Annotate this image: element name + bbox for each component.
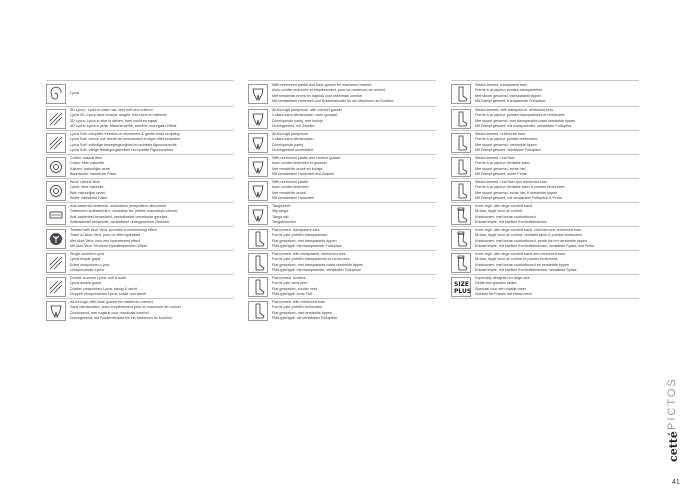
- description-line: Knee-high, with large comfort band: [475, 203, 533, 208]
- picto-description: [475, 132, 541, 154]
- description-line: Met versterkte broek en rugstuk voor maximaal comfort: [272, 93, 363, 98]
- description-line: All-through pantyhose, with comfort gusset: [272, 107, 342, 112]
- picto-description: [475, 156, 530, 178]
- description-line: Mit Dampf geformt, verstärkte Fußspitze: [475, 147, 541, 152]
- picto-row: [451, 202, 639, 226]
- steam-toe-icon: [451, 84, 471, 104]
- aloe-vera-icon: [46, 229, 66, 249]
- description-line: Formé à la vapeur, pointes transparentes: [475, 88, 543, 93]
- description-line: Wol: natuurlijke vezel: [70, 190, 105, 195]
- picto-description: [70, 228, 157, 250]
- description-line: Doppelt umsponnenes Lycra: solide und weich: [70, 291, 147, 296]
- picto-row: [46, 130, 234, 154]
- size-plus-icon: [451, 277, 471, 297]
- picto-row: [248, 154, 436, 178]
- picto-description: [272, 228, 342, 250]
- tanga-icon: [248, 205, 268, 225]
- description-line: Treated with Aloe Vera, provides a moisturizing effect: [70, 227, 157, 232]
- page-number: 41: [672, 479, 680, 486]
- description-line: Avec culotte renforcée et empiècement, pour un maximum de confort: [272, 88, 385, 93]
- toe-reinforced-icon: [248, 253, 268, 273]
- description-line: Platt gebügelt, mit verstärkter Fußspitze: [272, 315, 338, 320]
- picto-description: [272, 204, 296, 226]
- column-middle: [248, 80, 436, 322]
- picto-description: [475, 204, 547, 226]
- brand-logo: cetté: [667, 431, 680, 462]
- description-line: Tangahöschen: [272, 219, 296, 224]
- description-line: Plat gestreken, zonder voet: [272, 286, 317, 291]
- picto-row: [451, 250, 639, 274]
- description-line: Avec culotte renforcée: [272, 185, 309, 190]
- picto-description: [70, 156, 117, 178]
- picto-description: [475, 228, 594, 250]
- picto-description: [70, 180, 108, 202]
- description-line: Mi-bas, large bord de confort: [475, 209, 523, 214]
- picto-row: [451, 298, 639, 322]
- panty-reinforced-icon: [248, 181, 268, 201]
- cotton-icon: [46, 157, 66, 177]
- panty-gusset-icon: [46, 301, 66, 321]
- panty-icon: [248, 84, 268, 104]
- picto-row: [451, 154, 639, 178]
- picto-row: [46, 178, 234, 202]
- description-line: Flat-formed, with reinforced toes: [272, 299, 325, 304]
- picto-row: [451, 80, 639, 106]
- description-line: Kniekousen, met brede comfortboord en versterkte tippen: [475, 262, 570, 267]
- description-line: Avec culotte renforcée et gousset: [272, 161, 327, 166]
- description-line: Speciaal voor een maatje meer: [475, 286, 527, 291]
- description-line: Anti-bacterieel behandeld, neutraliseert vervelende geurtjes: [70, 214, 168, 219]
- spiral-icon: [46, 84, 66, 104]
- sanitized-icon: [46, 205, 66, 225]
- picto-description: [70, 276, 146, 298]
- description-line: Flat-formed, with transparent, reinforced toes: [272, 251, 346, 256]
- description-line: Durchgehend, mit Rückeneinsatz für ein Maximum an Komfort: [70, 315, 172, 320]
- description-line: Wool: natural fibre: [70, 179, 100, 184]
- description-line: Traité à l'Aloe Vera, pour un effet hydratant: [70, 233, 140, 238]
- picto-row: [451, 130, 639, 154]
- description-line: Durchgehend unverstärkt: [272, 147, 314, 152]
- description-line: Lycra simple guipé: [70, 257, 101, 262]
- description-line: Baumwolle: natürliche Faser: [70, 171, 117, 176]
- description-line: Dédié aux grandes tailles: [475, 281, 517, 286]
- description-line: Kniestrümpfe, mit breitem Komfortbündchen, verstärkte Spitze und Ferse: [475, 243, 595, 248]
- svg-text:PLUS: PLUS: [454, 287, 472, 295]
- description-line: Knee-high, with large comfort band, real heel and reinforced toes: [475, 227, 581, 232]
- description-line: Formé plat, pointes transparentes et renforcées: [272, 257, 350, 262]
- description-line: Collant sans démarcation: [272, 137, 314, 142]
- description-line: Lycra Soft: völlige Bewegungsfreiheit und subtile Figurkorrektur: [70, 147, 174, 152]
- picto-row: [248, 250, 436, 274]
- description-line: Doorlopende panty, met kruisje: [272, 118, 323, 123]
- picto-row: [451, 178, 639, 202]
- description-line: Lycra double-guipé: [70, 281, 102, 286]
- description-line: Plat gestreken, met transparante maar versterkte tippen: [272, 262, 364, 267]
- description-line: Steam-formed, reinforced toes: [475, 131, 525, 136]
- picto-description: [272, 108, 342, 130]
- picto-row: [46, 154, 234, 178]
- description-line: Mit Aloe Vera, für einen hydratisierenden Effekt: [70, 243, 147, 248]
- description-line: Mit verstärktem Hosenteil: [272, 195, 314, 200]
- description-line: With reinforced pantie and comfort gusset: [272, 155, 341, 160]
- picto-row: [451, 274, 639, 298]
- description-line: Met stoom gevormd, echte hiel & versterkte tippen: [475, 190, 558, 195]
- description-line: All-through pantyhose: [272, 131, 308, 136]
- description-line: Mit verstärktem Hosenteil und Zwickel: [272, 171, 335, 176]
- toe-flat-reinforced-icon: [248, 301, 268, 321]
- picto-description: [475, 252, 577, 274]
- picto-description: [70, 132, 180, 154]
- description-line: Lycra: [70, 90, 79, 95]
- picto-row: [451, 106, 639, 130]
- description-line: Slip tanga: [272, 209, 289, 214]
- description-line: Formé plat, pointes transparentes: [272, 233, 328, 238]
- picto-description: [272, 83, 393, 105]
- picto-description: [70, 91, 79, 96]
- description-line: Flat-formed, transparent toes: [272, 227, 320, 232]
- picto-description: [272, 132, 314, 154]
- description-line: Formé plat, pointes renforcées: [272, 305, 323, 310]
- description-line: Met stoom gevormd, echte hiel: [475, 166, 526, 171]
- picto-row: [248, 106, 436, 130]
- description-line: Steam-formed, with transparent, reinforced toes: [475, 107, 554, 112]
- description-line: Enkel omsponnen Lycra: [70, 262, 110, 267]
- description-line: 3D Lycra : Lycra in each row, very soft and uniform: [70, 107, 153, 112]
- picto-description: [475, 108, 575, 130]
- description-line: Coton: fibre naturelle: [70, 161, 105, 166]
- description-line: Mit verstärktem Hosenteil und Rückeneinsatz für ein Maximum an Komfort: [272, 98, 394, 103]
- panty-all-through-icon: [248, 109, 268, 129]
- description-line: Single covered Lycra: [70, 251, 105, 256]
- description-line: Formé plat, sans pied: [272, 281, 308, 286]
- description-line: Formé à la vapeur, véritable talon & pointes renforcées: [475, 185, 565, 190]
- picto-row: [46, 298, 234, 322]
- description-line: Double covered Lycra: soft & solid: [70, 275, 126, 280]
- picto-row: [248, 130, 436, 154]
- section-title: PICTOS: [666, 377, 678, 430]
- description-line: Platt gebügelt, mit transparenter, verstärkter Fußspitze: [272, 267, 361, 272]
- steam-toe-strong-icon: [451, 133, 471, 153]
- steam-toe-reinforced-icon: [451, 109, 471, 129]
- toe-transparent-icon: [248, 229, 268, 249]
- description-line: Lycra Soft: complete freedom of movement & gentle body sculpting: [70, 131, 180, 136]
- description-line: Met stoom gevormd, versterkte tippen: [475, 142, 537, 147]
- description-line: Wolle: natürliche Faser: [70, 195, 108, 200]
- description-line: Durchgehend, mit Zwickel: [272, 123, 315, 128]
- description-line: All-through, with back gusset for maximum comfort: [70, 299, 153, 304]
- description-line: Laine: fibre naturelle: [70, 185, 104, 190]
- picto-row: [46, 250, 234, 274]
- description-line: Flat-formed, footless: [272, 275, 306, 280]
- picto-row: [248, 226, 436, 250]
- description-line: 3D Lycra: Lycra in jeder Maschenreihe, weicher und egaler Effekt: [70, 123, 177, 128]
- toe-footless-icon: [248, 277, 268, 297]
- description-line: Met stoom gevormd, transparante tippen: [475, 93, 542, 98]
- description-line: Umsponnenes Lycra: [70, 267, 104, 272]
- description-line: Especially designed for large size: [475, 275, 530, 280]
- description-line: Dubbel omsponnen Lycra: stevig & zacht: [70, 286, 137, 291]
- fabric-3d-icon: [46, 109, 66, 129]
- knee-high-icon: [451, 205, 471, 225]
- picto-description: [272, 300, 337, 322]
- picto-row: [248, 178, 436, 202]
- steam-heel-toe-icon: [451, 181, 471, 201]
- description-line: 3D Lycra: Lycra in elke rij steken, heel zacht en egaal: [70, 118, 158, 123]
- picto-description: [272, 276, 317, 298]
- description-line: Tanga slip: [272, 214, 289, 219]
- description-line: With reinforced pantie: [272, 179, 308, 184]
- picto-description: [475, 180, 565, 202]
- description-line: Met versterkte broek en kruisje: [272, 166, 323, 171]
- svg-text:SIZE: SIZE: [454, 280, 470, 288]
- description-line: Plat gestreken, met versterkte tippen: [272, 310, 333, 315]
- description-line: Kniestrümpfe, mit breitem Komfortbündchen, verstärkte Spitze: [475, 267, 577, 272]
- picto-row: [248, 274, 436, 298]
- description-line: Lycra 3D: Lycra dans chaque rangée, très doux et uniforme: [70, 113, 167, 118]
- description-line: Platt gebügelt, mit transparenter Fußspitze: [272, 243, 342, 248]
- picto-row: [46, 274, 234, 298]
- column-left: [46, 80, 234, 322]
- description-line: Antibakteriell behandelt, neutralisiert unangenehme Gerüche: [70, 219, 170, 224]
- description-line: Kniekousen, met brede comfortboord, echte hiel en versterkte tippen: [475, 238, 587, 243]
- picto-row: [46, 202, 234, 226]
- panty-plain-icon: [248, 133, 268, 153]
- description-line: With reinforced pantie and back gusset for maximum comfort: [272, 82, 372, 87]
- picto-description: [70, 108, 176, 130]
- description-line: Anti-bacterial treatment, neutralises perspiration discomfort: [70, 203, 167, 208]
- picto-description: [70, 300, 181, 322]
- description-line: Doorlopende panty: [272, 142, 304, 147]
- wool-icon: [46, 181, 66, 201]
- description-line: Steam-formed, real heel: [475, 155, 515, 160]
- description-line: Lycra Soft: volledige bewegingsvrijheid en subtiele figuurcorrectie: [70, 142, 177, 147]
- picto-description: [475, 276, 532, 298]
- description-line: Speziell für Frauen mit etwas mehr: [475, 291, 532, 296]
- description-line: Met stoom gevormd, met transparante maar versterkte tippen: [475, 118, 576, 123]
- picto-row: [46, 80, 234, 106]
- description-line: Doorlopend, met rugstuk voor maximaal comfort: [70, 310, 149, 315]
- description-line: Plat gestreken, met transparante tippen: [272, 238, 337, 243]
- steam-heel-icon: [451, 157, 471, 177]
- description-line: Kniestrümpfe, mit breitem Komfortbündchen: [475, 219, 548, 224]
- description-line: Formé à la vapeur, pointes renforcées: [475, 137, 538, 142]
- description-line: Formé à la vapeur, véritable talon: [475, 161, 530, 166]
- description-line: Mit Dampf geformt, mit verstärkter Fußspitze & Ferse: [475, 195, 562, 200]
- description-line: Mit Dampf geformt, transparente Fußspitze: [475, 98, 546, 103]
- knee-high-heel-icon: [451, 229, 471, 249]
- picto-row: [248, 80, 436, 106]
- description-line: Mit Dampf geformt, mit transparenter, verstärkter Fußspitze: [475, 123, 572, 128]
- description-line: Collant sans démarcation, avec gousset: [272, 113, 338, 118]
- picto-description: [70, 204, 178, 226]
- description-line: Katoen: natuurlijke vezel: [70, 166, 111, 171]
- description-line: Mi-bas, large bord de confort et pointes renforcées: [475, 257, 558, 262]
- description-line: Steam-formed, real heel and reinforced toes: [475, 179, 548, 184]
- knee-high-toe-icon: [451, 253, 471, 273]
- description-line: Tanga brief: [272, 203, 291, 208]
- description-line: Traitement antibactérien, neutralise les 'petites mauvaises odeurs': [70, 209, 178, 214]
- description-line: Steam-formed, transparent toes: [475, 82, 528, 87]
- picto-description: [272, 180, 314, 202]
- picto-row: [46, 106, 234, 130]
- double-covered-icon: [46, 277, 66, 297]
- picto-row: [451, 226, 639, 250]
- column-right: [451, 80, 639, 322]
- picto-description: [272, 252, 363, 274]
- description-line: Mit Dampf geformt, echte Ferse: [475, 171, 527, 176]
- description-line: Cotton: natural fibre: [70, 155, 103, 160]
- description-line: Knee-high, with large comfort band and reinforced toes: [475, 251, 565, 256]
- picto-description: [272, 156, 340, 178]
- description-line: Mi-bas, large bord de confort, véritable talon & pointes renforcées: [475, 233, 582, 238]
- description-line: Met Aloe Vera, voor een hydraterend effect: [70, 238, 141, 243]
- description-line: Sans démarcation, avec empiècement pour un maximum de confort: [70, 305, 181, 310]
- description-line: Met versterkte broek: [272, 190, 306, 195]
- picto-description: [70, 252, 109, 274]
- description-line: Formé à la vapeur, pointes transparentes et renforcées: [475, 113, 565, 118]
- panty-comfort-icon: [248, 157, 268, 177]
- description-line: Kniekousen, met brede comfortboord: [475, 214, 536, 219]
- picto-row: [46, 226, 234, 250]
- picto-row: [248, 202, 436, 226]
- description-line: Platt gebügelt, ohne Fuß: [272, 291, 313, 296]
- lycra-soft-icon: [46, 133, 66, 153]
- picto-description: [475, 83, 545, 105]
- description-line: Lycra Soft: donne une liberté de mouvement et léger effet sculptant: [70, 137, 180, 142]
- single-covered-icon: [46, 253, 66, 273]
- picto-row: [248, 298, 436, 322]
